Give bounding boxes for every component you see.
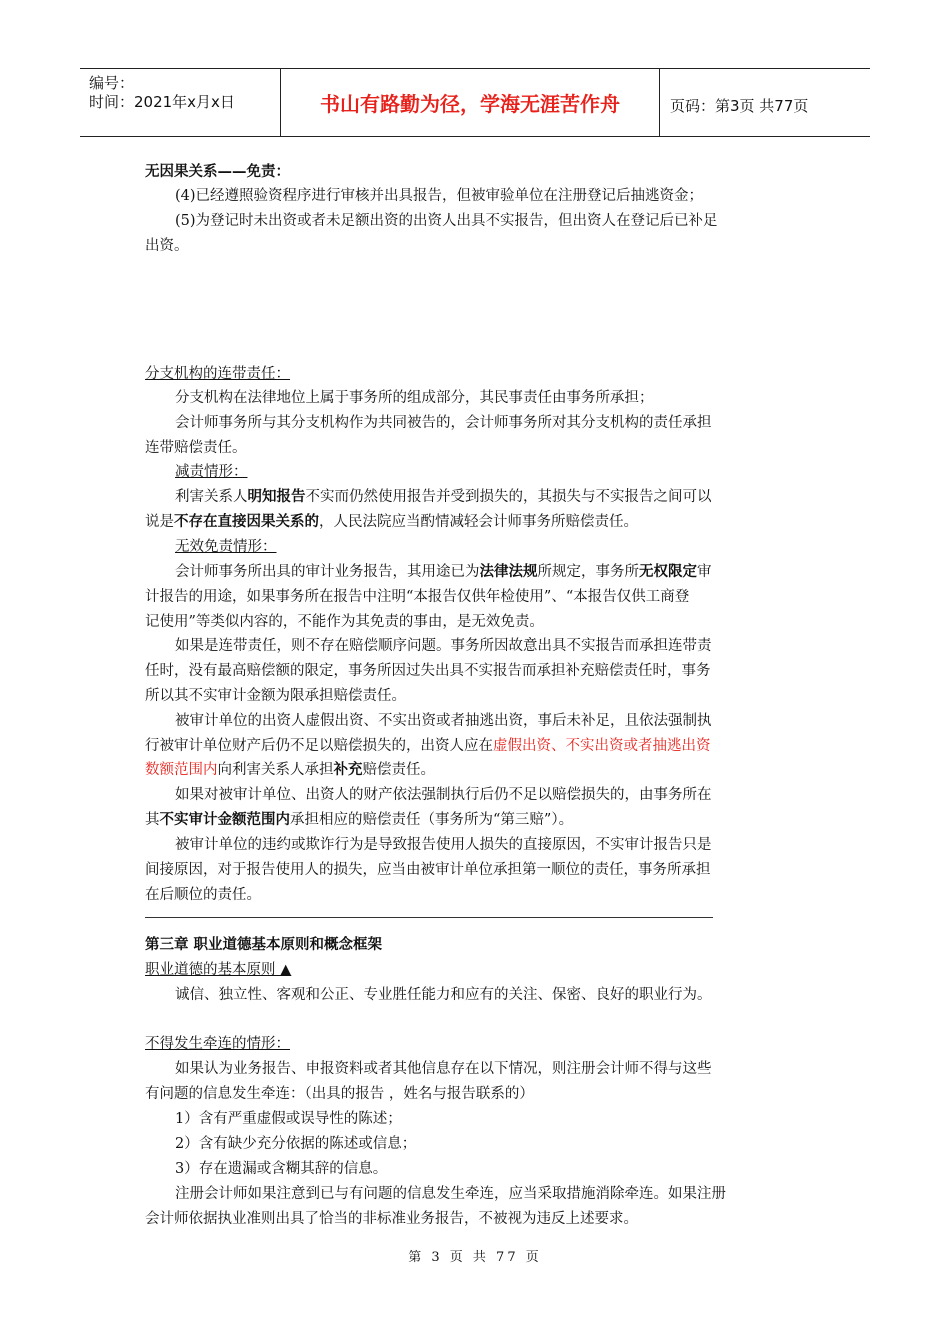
subheading-invalid-exemption: 无效免责情形：	[175, 539, 277, 555]
chapter-heading: 第三章 职业道德基本原则和概念框架	[145, 937, 383, 953]
subheading-reduced-liability: 减责情形：	[175, 464, 248, 480]
para-line: 被审计单位的违约或欺诈行为是导致报告使用人损失的直接原因，不实审计报告只是	[175, 837, 712, 853]
para-line: 其不实审计金额范围内承担相应的赔偿责任（事务所为“第三赔”）。	[145, 812, 574, 828]
header-number-label: 编号：	[89, 74, 135, 92]
page-footer: 第 3 页 共 77 页	[408, 1250, 542, 1265]
para-line: 如果是连带责任，则不存在赔偿顺序问题。事务所因故意出具不实报告而承担连带责	[175, 638, 712, 654]
header-page-info: 页码：第3页 共77页	[670, 97, 809, 115]
para-line: 会计师事务所与其分支机构作为共同被告的，会计师事务所对其分支机构的责任承担	[175, 415, 712, 431]
para-line: 如果认为业务报告、申报资料或者其他信息存在以下情况，则注册会计师不得与这些	[175, 1061, 712, 1077]
para-line: 有问题的信息发生牵连：（出具的报告 ，姓名与报告联系的）	[145, 1086, 534, 1102]
para-line: 所以其不实审计金额为限承担赔偿责任。	[145, 688, 406, 704]
para-line: 记使用”等类似内容的，不能作为其免责的事由，是无效免责。	[145, 614, 544, 630]
para-line: 计报告的用途，如果事务所在报告中注明“本报告仅供年检使用”、“本报告仅供工商登	[145, 589, 690, 605]
para-line: 分支机构在法律地位上属于事务所的组成部分，其民事责任由事务所承担；	[175, 390, 654, 406]
list-item: 1）含有严重虚假或误导性的陈述；	[175, 1111, 402, 1127]
para-line: 如果对被审计单位、出资人的财产依法强制执行后仍不足以赔偿损失的，由事务所在	[175, 787, 712, 803]
para-line: (4)已经遵照验资程序进行审核并出具报告，但被审验单位在注册登记后抽逃资金；	[175, 188, 704, 204]
subheading-branch-liability: 分支机构的连带责任：	[145, 366, 290, 382]
header-time-label: 时间：2021年x月x日	[89, 93, 235, 111]
subheading-no-association: 不得发生牵连的情形：	[145, 1036, 290, 1052]
list-item: 2）含有缺少充分依据的陈述或信息；	[175, 1136, 417, 1152]
para-line: 会计师事务所出具的审计业务报告，其用途已为法律法规所规定，事务所无权限定审	[175, 564, 712, 580]
para-line: (5)为登记时未出资或者未足额出资的出资人出具不实报告，但出资人在登记后已补足	[175, 213, 718, 229]
para-line: 连带赔偿责任。	[145, 440, 247, 456]
header-meta	[80, 69, 281, 136]
para-line: 在后顺位的责任。	[145, 887, 261, 903]
subheading-basic-principles: 职业道德的基本原则 ▲	[145, 962, 292, 978]
para-line: 被审计单位的出资人虚假出资、不实出资或者抽逃出资，事后未补足，且依法强制执	[175, 713, 712, 729]
para-line: 任时，没有最高赔偿额的限定，事务所因过失出具不实报告而承担补充赔偿责任时，事务	[145, 663, 711, 679]
heading-no-causation: 无因果关系——免责：	[145, 164, 290, 180]
para-line: 数额范围内向利害关系人承担补充赔偿责任。	[145, 762, 435, 778]
para-line: 间接原因，对于报告使用人的损失，应当由被审计单位承担第一顺位的责任，事务所承担	[145, 862, 711, 878]
para-line: 会计师依据执业准则出具了恰当的非标准业务报告，不被视为违反上述要求。	[145, 1211, 638, 1227]
section-divider	[145, 917, 713, 918]
header-motto: 书山有路勤为径，学海无涯苦作舟	[281, 69, 660, 136]
para-line: 诚信、独立性、客观和公正、专业胜任能力和应有的关注、保密、良好的职业行为。	[175, 987, 712, 1003]
page-header	[80, 68, 870, 137]
para-line: 行被审计单位财产后仍不足以赔偿损失的，出资人应在虚假出资、不实出资或者抽逃出资	[145, 738, 711, 754]
para-line: 出资。	[145, 238, 189, 254]
list-item: 3）存在遗漏或含糊其辞的信息。	[175, 1161, 388, 1177]
para-line: 说是不存在直接因果关系的，人民法院应当酌情减轻会计师事务所赔偿责任。	[145, 514, 638, 530]
para-line: 利害关系人明知报告不实而仍然使用报告并受到损失的，其损失与不实报告之间可以	[175, 489, 712, 505]
para-line: 注册会计师如果注意到已与有问题的信息发生牵连，应当采取措施消除牵连。如果注册	[175, 1186, 726, 1202]
